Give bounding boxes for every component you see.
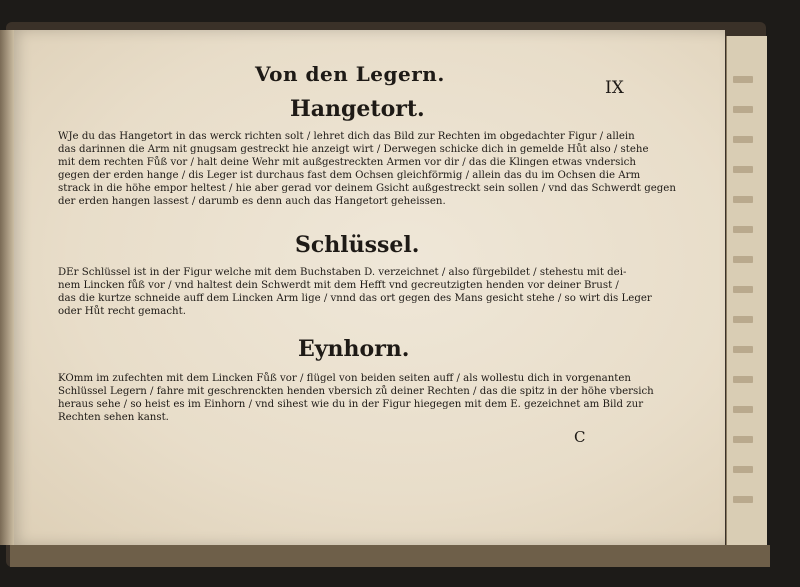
text-line: DEr Schlüssel ist in der Figur welche mit dem Buchstaben D. verzeichnet / also fürgebildet / stehestu mit dei- xyxy=(58,267,627,278)
section-title-schluessel: Schlüssel. xyxy=(295,232,420,258)
edge-tab xyxy=(733,106,753,113)
edge-tab xyxy=(733,346,753,353)
edge-tab xyxy=(733,376,753,383)
edge-tab xyxy=(733,286,753,293)
text-line: das darinnen die Arm nit gnugsam gestreckt hie anzeigt wirt / Derwegen schicke dich in gemelde Hůt also / stehe xyxy=(58,144,649,155)
running-head: Von den Legern. xyxy=(255,62,445,86)
text-line: Schlüssel Legern / fahre mit geschrenckten henden vbersich zů deiner Rechten / das die spitz in der höhe vbersich xyxy=(58,386,654,397)
signature-mark: C xyxy=(574,428,586,446)
book-bottom-edge xyxy=(10,545,770,567)
section-title-eynhorn: Eynhorn. xyxy=(298,336,410,362)
text-line: KOmm im zufechten mit dem Lincken Fůß vor / flügel von beiden seiten auff / als wollestu dich in vorgenanten xyxy=(58,373,631,384)
text-line: Rechten sehen kanst. xyxy=(58,412,169,423)
edge-tab xyxy=(733,316,753,323)
text-line: nem Lincken fůß vor / vnd haltest dein Schwerdt mit dem Hefft vnd gecreutzigten henden vor deiner Brust / xyxy=(58,280,619,291)
edge-tab xyxy=(733,436,753,443)
edge-tab xyxy=(733,466,753,473)
edge-tab xyxy=(733,226,753,233)
folio-number: IX xyxy=(605,78,624,98)
edge-tab xyxy=(733,406,753,413)
text-line: mit dem rechten Fůß vor / halt deine Wehr mit außgestreckten Armen vor dir / das die Klingen etwas vndersich xyxy=(58,157,636,168)
edge-tab xyxy=(733,196,753,203)
page-gutter xyxy=(0,30,14,545)
edge-tab xyxy=(733,166,753,173)
text-line: gegen der erden hange / dis Leger ist durchaus fast dem Ochsen gleichförmig / allein das du im Ochsen die Arm xyxy=(58,170,641,181)
page-edges xyxy=(726,36,767,556)
edge-tab xyxy=(733,76,753,83)
edge-tab xyxy=(733,136,753,143)
edge-tab xyxy=(733,256,753,263)
edge-tab xyxy=(733,496,753,503)
text-line: der erden hangen lassest / darumb es denn auch das Hangetort geheissen. xyxy=(58,196,446,207)
text-line: heraus sehe / so heist es im Einhorn / vnd sihest wie du in der Figur hiegegen mit dem E. gezeichnet am Bild zur xyxy=(58,399,644,410)
text-line: strack in die höhe empor heltest / hie aber gerad vor deinem Gsicht außgestreckt sein sollen / vnd das Schwerdt gegen xyxy=(58,183,676,194)
text-line: oder Hůt recht gemacht. xyxy=(58,306,186,317)
text-line: WJe du das Hangetort in das werck richten solt / lehret dich das Bild zur Rechten im obgedachter Figur / allein xyxy=(58,131,635,142)
text-line: das die kurtze schneide auff dem Lincken Arm lige / vnnd das ort gegen des Mans gesicht stehe / so wirt dis Leger xyxy=(58,293,652,304)
section-title-hangetort: Hangetort. xyxy=(290,96,425,122)
